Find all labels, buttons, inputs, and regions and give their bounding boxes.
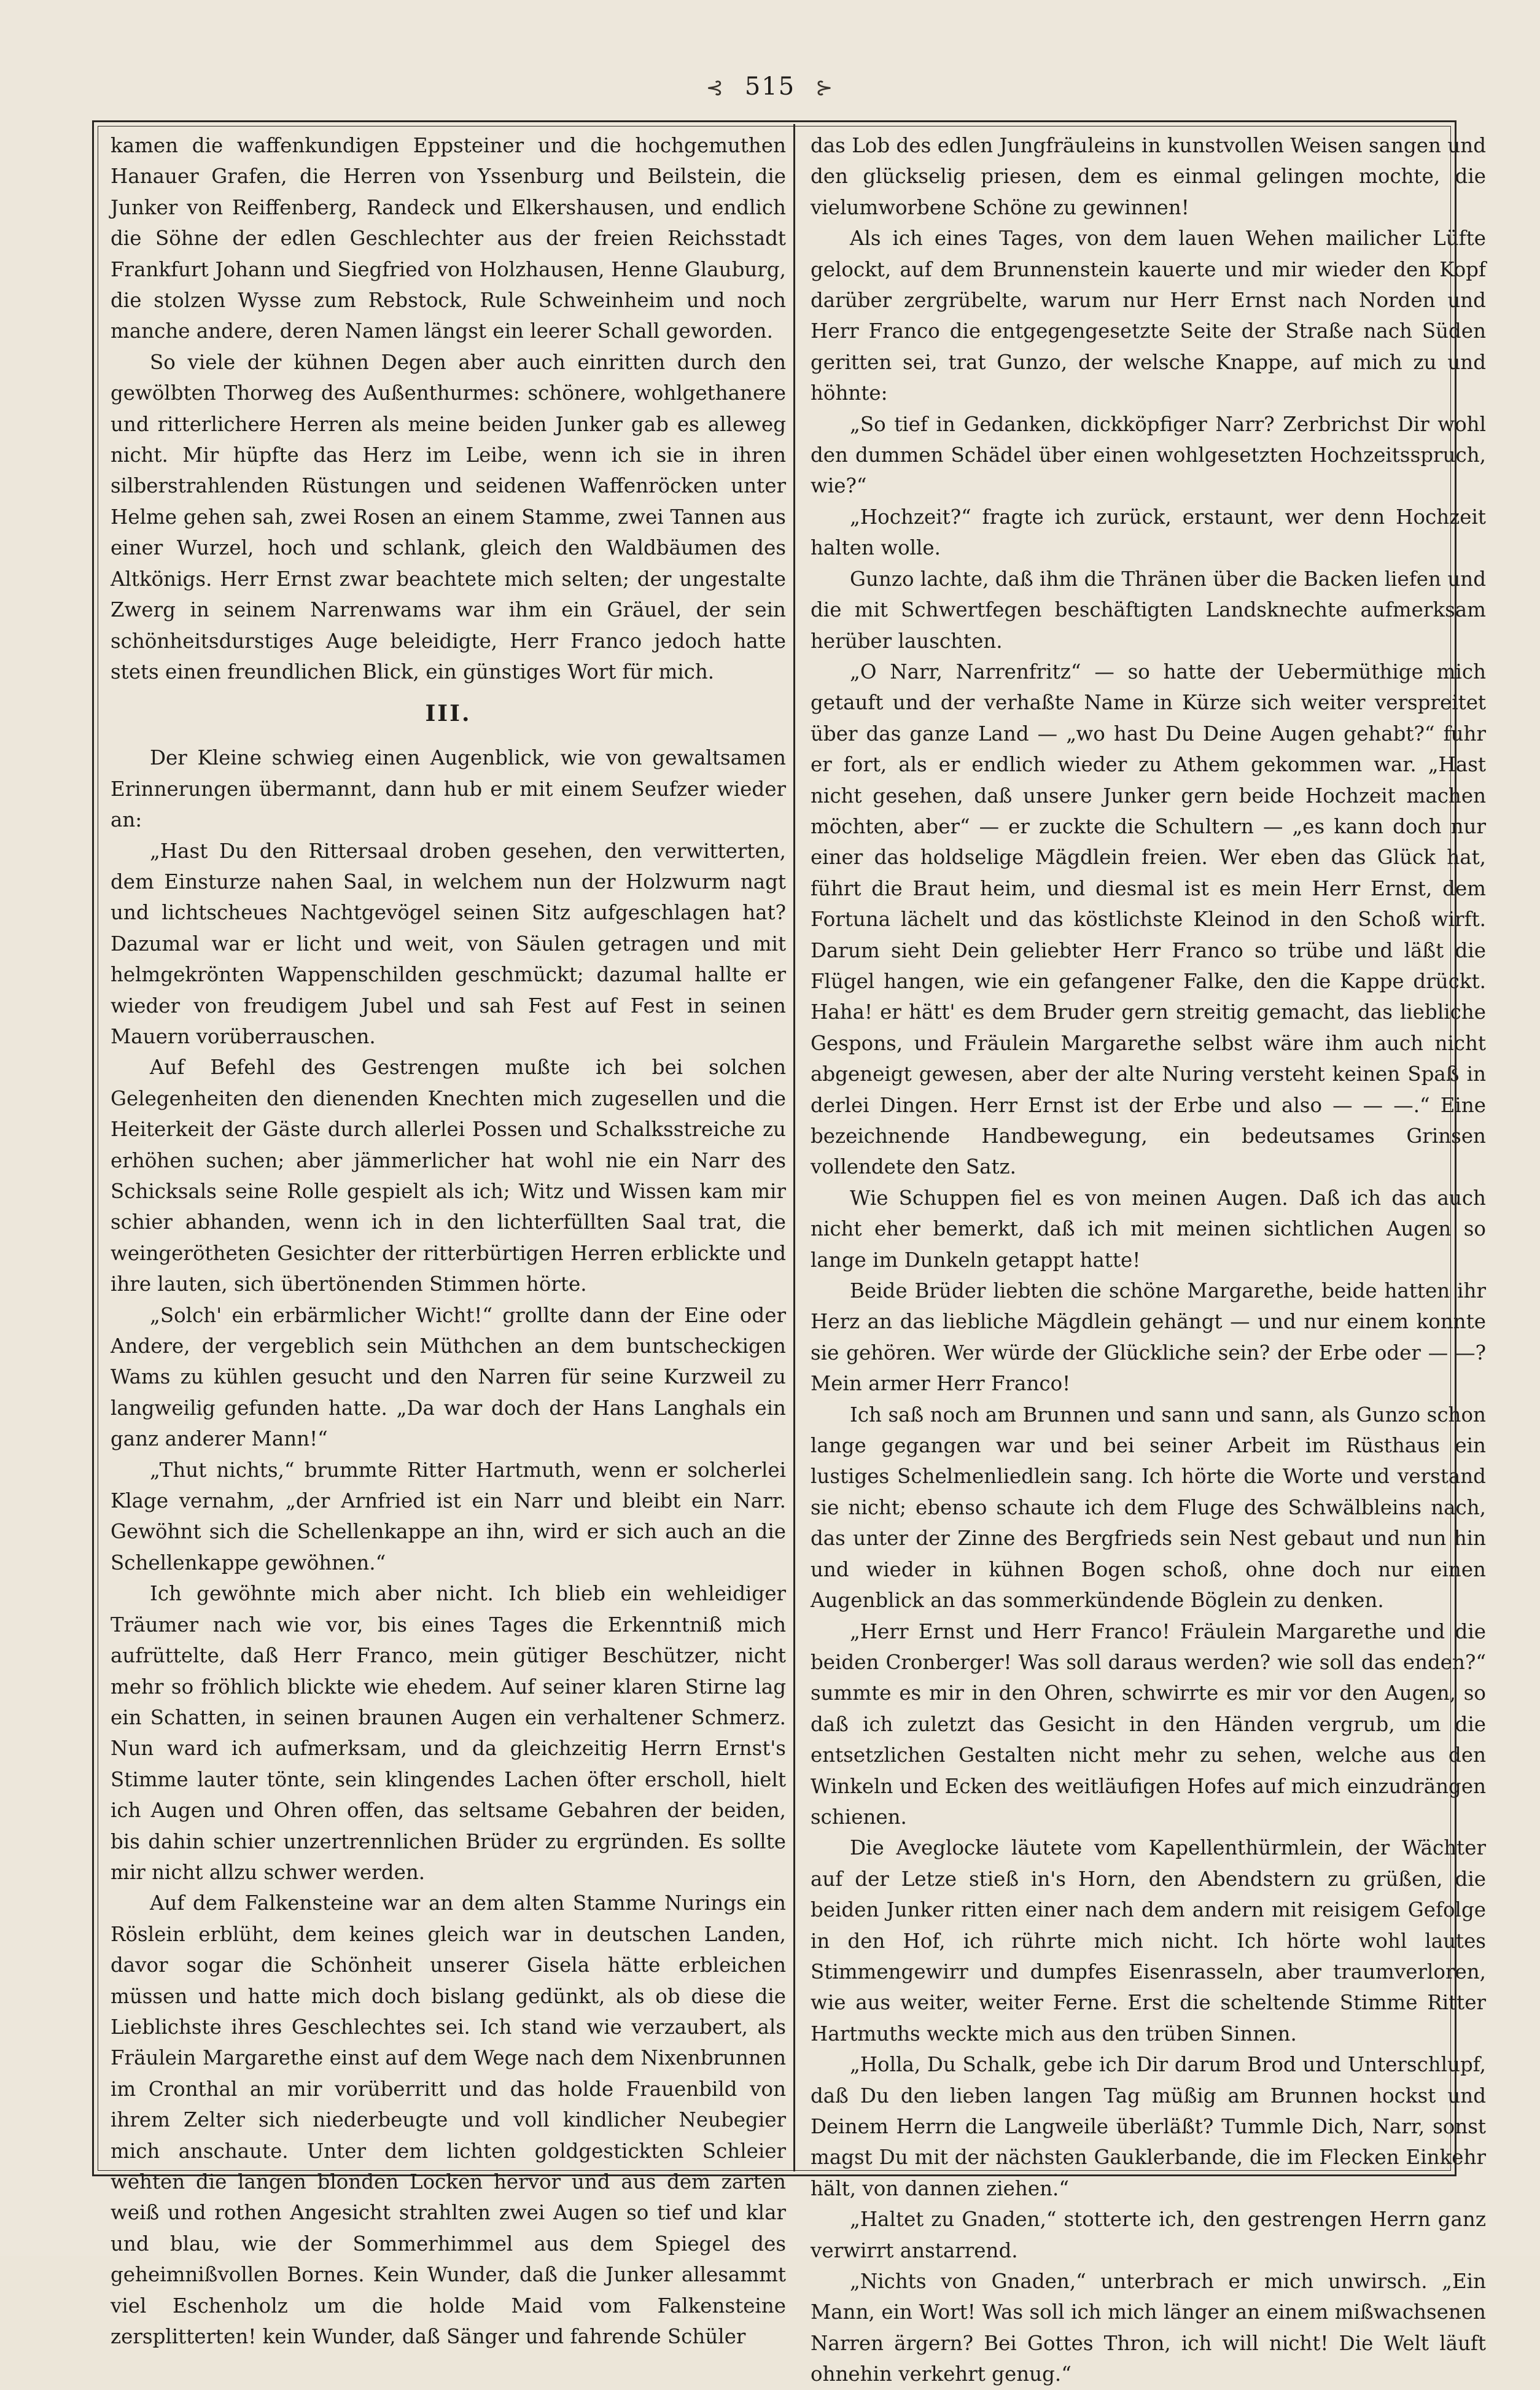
ornament-right-icon: ⊱ (815, 76, 834, 100)
paragraph: „So tief in Gedanken, dickköpfiger Narr? Zerbrichst Dir wohl den dummen Schädel über einen wohlgesetzten Hochzeitsspruch, wie?“ (811, 412, 1486, 498)
paragraph: Ich saß noch am Brunnen und sann und sann, als Gunzo schon lange gegangen war und bei seiner Arbeit im Rüsthaus ein lustiges Schelmenliedlein sang. Ich hörte die Worte und verstand sie nicht; ebenso schaute ich dem Fluge des Schwälbleins nach, das unter der Zinne des Bergfrieds sein Nest gebaut und nun hin und wieder in kühnen Bogen schoß, ohne doch nur einen Augenblick an das sommerkündende Böglein zu denken. (811, 1403, 1486, 1613)
paragraph: Wie Schuppen fiel es von meinen Augen. Daß ich das auch nicht eher bemerkt, daß ich mit meinen sichtlichen Augen so lange im Dunkeln getappt hatte! (811, 1186, 1486, 1272)
paragraph: Ich gewöhnte mich aber nicht. Ich blieb ein wehleidiger Träumer nach wie vor, bis eines Tages die Erkenntniß mich aufrüttelte, daß Herr Franco, mein gütiger Beschützer, nicht mehr so fröhlich blickte wie ehedem. Auf seiner klaren Stirne lag ein Schatten, in seinen braunen Augen ein verhaltener Schmerz. Nun ward ich aufmerksam, und da gleichzeitig Herrn Ernst's Stimme lauter tönte, sein klingendes Lachen öfter erscholl, hielt ich Augen und Ohren offen, das seltsame Gebahren der beiden, bis dahin schier unzertrennlichen Brüder zu ergründen. Es sollte mir nicht allzu schwer werden. (111, 1582, 786, 1884)
paragraph: „Solch' ein erbärmlicher Wicht!“ grollte dann der Eine oder Andere, der vergeblich sein Müthchen an dem buntscheckigen Wams zu kühlen gesucht und den Narren für seine Kurzweil zu langweilig gefunden hatte. „Da war doch der Hans Langhals ein ganz anderer Mann!“ (111, 1303, 786, 1451)
paragraph: So viele der kühnen Degen aber auch einritten durch den gewölbten Thorweg des Außenthurmes: schönere, wohlgethanere und ritterlichere Herren als meine beiden Junker gab es alleweg nicht. Mir hüpfte das Herz im Leibe, wenn ich sie in ihren silberstrahlenden Rüstungen und seidenen Waffenröcken unter Helme gehen sah, zwei Rosen an einem Stamme, zwei Tannen aus einer Wurzel, hoch und schlank, gleich den Waldbäumen des Altkönigs. Herr Ernst zwar beachtete mich selten; der ungestalte Zwerg in seinem Narrenwams war ihm ein Gräuel, der sein schönheitsdurstiges Auge beleidigte, Herr Franco jedoch hatte stets einen freundlichen Blick, ein günstiges Wort für mich. (111, 350, 786, 683)
paragraph: „O Narr, Narrenfritz“ — so hatte der Uebermüthige mich getauft und der verhaßte Name in Kürze sich weiter verspreitet über das ganze Land — „wo hast Du Deine Augen gehabt?“ fuhr er fort, als er endlich wieder zu Athem gekommen war. „Hast nicht gesehen, daß unsere Junker gern beide Hochzeit machen möchten, aber“ — er zuckte die Schultern — „es kann doch nur einer das holdselige Mägdlein freien. Wer eben das Glück hat, führt die Braut heim, und diesmal ist es mein Herr Ernst, dem Fortuna lächelt und das köstlichste Kleinod in den Schoß wirft. Darum sieht Dein geliebter Herr Franco so trübe und läßt die Flügel hangen, wie ein gefangener Falke, den die Kappe drückt. Haha! er hätt' es dem Bruder gern streitig gemacht, das liebliche Gespons, und Fräulein Margarethe selbst wäre ihm auch nicht abgeneigt gewesen, aber der alte Nuring versteht keinen Spaß in derlei Dingen. Herr Ernst ist der Erbe und also — — —.“ Eine bezeichnende Handbewegung, ein bedeutsames Grinsen vollendete den Satz. (811, 660, 1486, 1179)
page-number: 515 (744, 72, 796, 101)
ornament-left-icon: ⊰ (706, 76, 725, 100)
paragraph: das Lob des edlen Jungfräuleins in kunstvollen Weisen sangen und den glückselig priesen, dem es einmal gelingen mochte, die vielumworbene Schöne zu gewinnen! (811, 134, 1486, 219)
paragraph: „Haltet zu Gnaden,“ stotterte ich, den gestrengen Herrn ganz verwirrt anstarrend. (811, 2208, 1486, 2262)
section-heading: III. (425, 701, 472, 727)
paragraph: „Holla, Du Schalk, gebe ich Dir darum Brod und Unterschlupf, daß Du den lieben langen Tag müßig am Brunnen hockst und Deinem Herrn die Langweile überläßt? Tummle Dich, Narr, sonst magst Du mit der nächsten Gauklerbande, die im Flecken Einkehr hält, von dannen ziehen.“ (811, 2053, 1486, 2200)
paragraph: „Thut nichts,“ brummte Ritter Hartmuth, wenn er solcherlei Klage vernahm, „der Arnfried ist ein Narr und bleibt ein Narr. Gewöhnt sich die Schellenkappe an ihn, wird er sich auch an die Schellenkappe gewöhnen.“ (111, 1458, 786, 1575)
left-column (111, 130, 786, 2349)
paragraph: Der Kleine schwieg einen Augenblick, wie von gewaltsamen Erinnerungen übermannt, dann hub er mit einem Seufzer wieder an: (111, 746, 786, 832)
page-header (0, 72, 1540, 101)
paragraph: Auf Befehl des Gestrengen mußte ich bei solchen Gelegenheiten den dienenden Knechten mich zugesellen und die Heiterkeit der Gäste durch allerlei Possen und Schalksstreiche zu erhöhen suchen; aber jämmerlicher hat wohl nie ein Narr des Schicksals seine Rolle gespielt als ich; Witz und Wissen kam mir schier abhanden, wenn ich in den lichterfüllten Saal trat, die weingerötheten Gesichter der ritterbürtigen Herren erblickte und ihre lauten, sich übertönenden Stimmen hörte. (111, 1056, 786, 1296)
paragraph: „Hochzeit?“ fragte ich zurück, erstaunt, wer denn Hochzeit halten wolle. (811, 505, 1486, 560)
right-column (811, 130, 1486, 2386)
paragraph: Auf dem Falkensteine war an dem alten Stamme Nurings ein Röslein erblüht, dem keines gleich war in deutschen Landen, davor sogar die Schönheit unserer Gisela hätte erbleichen müssen und hatte mich doch bislang gedünkt, als ob diese die Lieblichste ihres Geschlechtes sei. Ich stand wie verzaubert, als Fräulein Margarethe einst auf dem Wege nach dem Nixenbrunnen im Cronthal an mir vorüberritt und das holde Frauenbild von ihrem Zelter sich niederbeugte und voll kindlicher Neubegier mich anschaute. Unter dem lichten goldgestickten Schleier wehten die langen blonden Locken hervor und aus dem zarten weiß und rothen Angesicht strahlten zwei Augen so tief und klar und blau, wie der Sommerhimmel aus dem Spiegel des geheimnißvollen Bornes. Kein Wunder, daß die Junker allesammt viel Eschenholz um die holde Maid vom Falkensteine zersplitterten! kein Wunder, daß Sänger und fahrende Schüler (111, 1891, 786, 2349)
paragraph: Gunzo lachte, daß ihm die Thränen über die Backen liefen und die mit Schwertfegen beschäftigten Landsknechte aufmerksam herüber lauschten. (811, 567, 1486, 653)
paragraph: Die Aveglocke läutete vom Kapellenthürmlein, der Wächter auf der Letze stieß in's Horn, den Abendstern zu grüßen, die beiden Junker ritten einer nach dem andern mit reisigem Gefolge in den Hof, ich rührte mich nicht. Ich hörte wohl lautes Stimmengewirr und dumpfes Eisenrasseln, aber traumverloren, wie aus weiter, weiter Ferne. Erst die scheltende Stimme Ritter Hartmuths weckte mich aus den trüben Sinnen. (811, 1836, 1486, 2046)
paragraph: Beide Brüder liebten die schöne Margarethe, beide hatten ihr Herz an das liebliche Mägdlein gehängt — und nur einem konnte sie gehören. Wer würde der Glückliche sein? der Erbe oder — —? Mein armer Herr Franco! (811, 1279, 1486, 1396)
paragraph: „Nichts von Gnaden,“ unterbrach er mich unwirsch. „Ein Mann, ein Wort! Was soll ich mich länger an einem mißwachsenen Narren ärgern? Bei Gottes Thron, ich will nicht! Die Welt läuft ohnehin verkehrt genug.“ (811, 2270, 1486, 2386)
paragraph: kamen die waffenkundigen Eppsteiner und die hochgemuthen Hanauer Grafen, die Herren von Yssenburg und Beilstein, die Junker von Reiffenberg, Randeck und Elkershausen, und endlich die Söhne der edlen Geschlechter aus der freien Reichsstadt Frankfurt Johann und Siegfried von Holzhausen, Henne Glauburg, die stolzen Wysse zum Rebstock, Rule Schweinheim und noch manche andere, deren Namen längst ein leerer Schall geworden. (111, 134, 786, 343)
paragraph: „Hast Du den Rittersaal droben gesehen, den verwitterten, dem Einsturze nahen Saal, in welchem nun der Holzwurm nagt und lichtscheues Nachtgevögel seinen Sitz aufgeschlagen hat? Dazumal war er licht und weit, von Säulen getragen und mit helmgekrönten Wappenschilden geschmückt; dazumal hallte er wieder von freudigem Jubel und sah Fest auf Fest in seinen Mauern vorüberrauschen. (111, 839, 786, 1048)
paragraph: „Herr Ernst und Herr Franco! Fräulein Margarethe und die beiden Cronberger! Was soll daraus werden? wie soll das enden?“ summte es mir in den Ohren, schwirrte es mir vor den Augen, so daß ich zuletzt das Gesicht in den Händen vergrub, um die entsetzlichen Gestalten nicht mehr zu sehen, welche aus den Winkeln und Ecken des weitläufigen Hofes auf mich einzudrängen schienen. (811, 1619, 1486, 1829)
paragraph: Als ich eines Tages, von dem lauen Wehen mailicher Lüfte gelockt, auf dem Brunnenstein kauerte und mir wieder den Kopf darüber zergrübelte, warum nur Herr Ernst nach Norden und Herr Franco die entgegengesetzte Seite der Straße nach Süden geritten sei, trat Gunzo, der welsche Knappe, auf mich zu und höhnte: (811, 227, 1486, 405)
column-divider (793, 124, 795, 2171)
